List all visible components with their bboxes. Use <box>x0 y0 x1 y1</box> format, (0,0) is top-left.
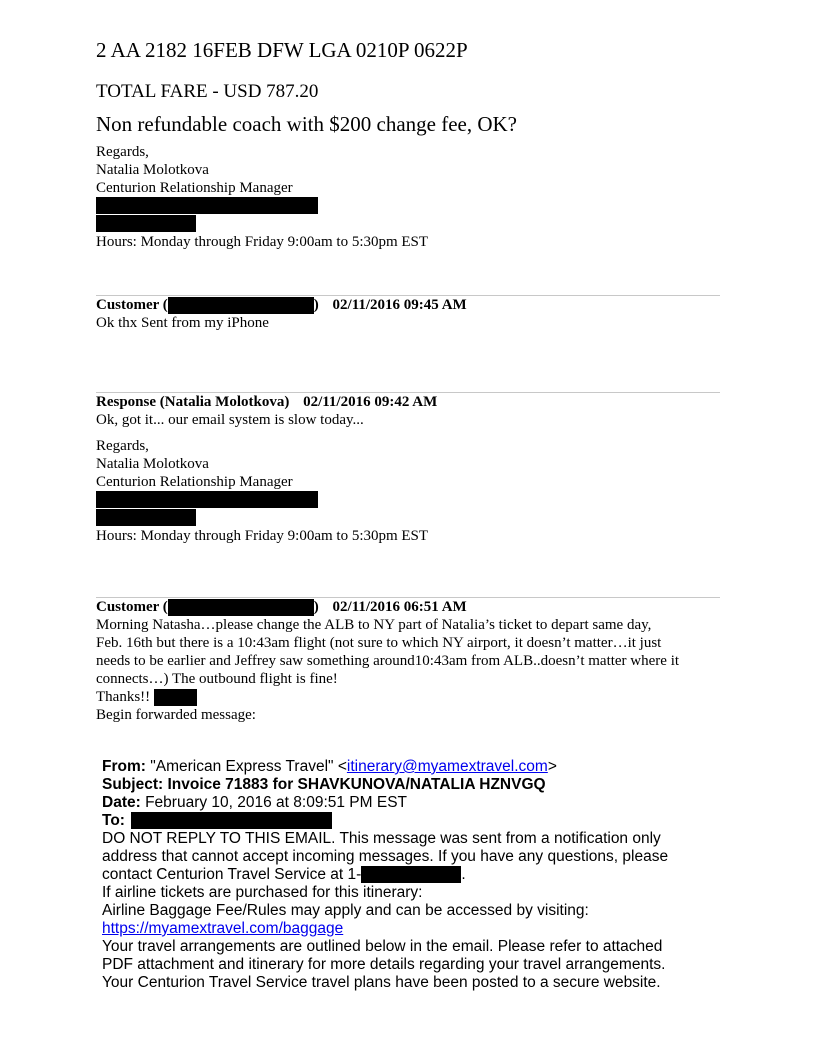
total-fare: TOTAL FARE - USD 787.20 <box>96 81 319 102</box>
contact-prefix: contact Centurion Travel Service at 1- <box>102 866 362 883</box>
signature-hours: Hours: Monday through Friday 9:00am to 5:30pm EST <box>96 234 429 250</box>
signature-hours: Hours: Monday through Friday 9:00am to 5:30pm EST <box>96 528 429 544</box>
from-name: "American Express Travel" < <box>150 758 347 775</box>
fare-question: Non refundable coach with $200 change fee, OK? <box>96 112 517 136</box>
signature-regards: Regards, <box>96 144 149 160</box>
signature-regards: Regards, <box>96 438 149 454</box>
notice-line: DO NOT REPLY TO THIS EMAIL. This message was sent from a notification only <box>102 830 661 847</box>
message-body-line: needs to be earlier and Jeffrey saw something around10:43am from ALB..doesn’t matter where it <box>96 653 680 669</box>
sender-suffix: ) <box>313 599 319 615</box>
baggage-link[interactable]: https://myamextravel.com/baggage <box>102 920 344 937</box>
subject-text: Invoice 71883 for SHAVKUNOVA/NATALIA HZNVGQ <box>167 776 546 793</box>
subject-label: Subject: <box>102 776 164 793</box>
message-body-line: Feb. 16th but there is a 10:43am flight (not sure to which NY airport, it doesn’t matter…it just <box>96 635 662 651</box>
signature-name: Natalia Molotkova <box>96 162 209 178</box>
message-timestamp: 02/11/2016 06:51 AM <box>332 599 467 615</box>
contact-suffix: . <box>461 866 466 883</box>
thanks-line <box>96 688 197 706</box>
forwarded-label: Begin forwarded message: <box>96 707 256 723</box>
redaction-block <box>168 599 314 616</box>
email-from <box>102 758 557 776</box>
date-text: February 10, 2016 at 8:09:51 PM EST <box>145 794 408 811</box>
message-body: Ok, got it... our email system is slow today... <box>96 412 364 428</box>
message-header <box>96 296 467 314</box>
redaction-block <box>168 297 314 314</box>
redaction-block <box>96 491 318 508</box>
closing-line: Your Centurion Travel Service travel plans have been posted to a secure website. <box>102 974 661 991</box>
message-body: Ok thx Sent from my iPhone <box>96 315 269 331</box>
from-close: > <box>547 758 557 775</box>
sender-prefix: Customer ( <box>96 599 168 615</box>
message-timestamp: 02/11/2016 09:45 AM <box>332 297 467 313</box>
redaction-block <box>131 812 332 829</box>
message-timestamp: 02/11/2016 09:42 AM <box>303 394 438 410</box>
message-header <box>96 598 467 616</box>
closing-line: PDF attachment and itinerary for more details regarding your travel arrangements. <box>102 956 666 973</box>
redaction-block <box>361 866 461 883</box>
signature-title: Centurion Relationship Manager <box>96 474 293 490</box>
sender-prefix: Customer ( <box>96 297 168 313</box>
redaction-block <box>154 689 197 706</box>
redaction-block <box>96 215 196 232</box>
email-subject <box>102 776 546 794</box>
email-date <box>102 794 407 812</box>
from-email-link[interactable]: itinerary@myamextravel.com <box>346 758 548 775</box>
from-label: From: <box>102 758 146 775</box>
sender-name: Response (Natalia Molotkova) <box>96 394 290 410</box>
airline-line: If airline tickets are purchased for this itinerary: <box>102 884 423 901</box>
baggage-line: Airline Baggage Fee/Rules may apply and can be accessed by visiting: <box>102 902 589 919</box>
message-body-line: Morning Natasha…please change the ALB to NY part of Natalia’s ticket to depart same day, <box>96 617 652 633</box>
email-to <box>102 812 332 830</box>
notice-line: address that cannot accept incoming messages. If you have any questions, please <box>102 848 669 865</box>
sender-suffix: ) <box>313 297 319 313</box>
thanks-text: Thanks!! <box>96 689 151 705</box>
to-label: To: <box>102 812 125 829</box>
signature-name: Natalia Molotkova <box>96 456 209 472</box>
message-header <box>96 393 437 411</box>
message-body-line: connects…) The outbound flight is fine! <box>96 671 338 687</box>
flight-line: 2 AA 2182 16FEB DFW LGA 0210P 0622P <box>96 38 468 62</box>
date-label: Date: <box>102 794 141 811</box>
signature-title: Centurion Relationship Manager <box>96 180 293 196</box>
redaction-block <box>96 197 318 214</box>
closing-line: Your travel arrangements are outlined below in the email. Please refer to attached <box>102 938 663 955</box>
contact-line <box>102 866 466 884</box>
redaction-block <box>96 509 196 526</box>
